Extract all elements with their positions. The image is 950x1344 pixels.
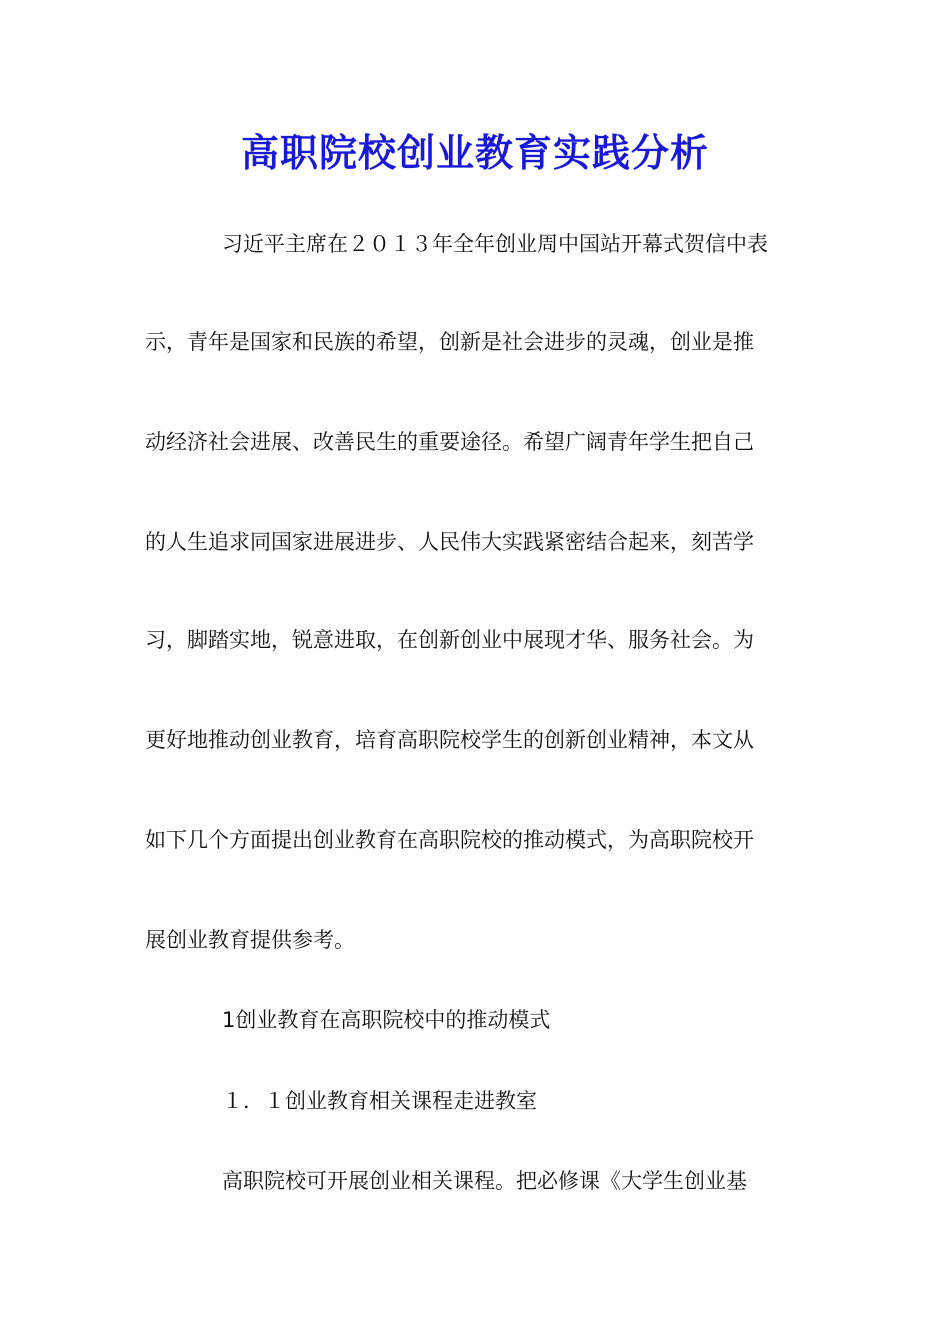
paragraph-line-4: 的人生追求同国家进展进步、人民伟大实践紧密结合起来，刻苦学 [145,530,754,554]
paragraph-line-2: 示，青年是国家和民族的希望，创新是社会进步的灵魂，创业是推 [145,330,754,354]
body-line: 高职院校可开展创业相关课程。把必修课《大学生创业基 [222,1169,747,1193]
paragraph-line-3: 动经济社会进展、改善民生的重要途径。希望广阔青年学生把自己 [145,430,754,454]
paragraph-line-5: 习，脚踏实地，锐意进取，在创新创业中展现才华、服务社会。为 [145,628,754,652]
paragraph-line-6: 更好地推动创业教育，培育高职院校学生的创新创业精神，本文从 [145,728,754,752]
page-title: 高职院校创业教育实践分析 [240,130,709,175]
subsection-heading: １．１创业教育相关课程走进教室 [222,1089,537,1113]
paragraph-line-8: 展创业教育提供参考。 [145,928,355,952]
paragraph-line-7: 如下几个方面提出创业教育在高职院校的推动模式，为高职院校开 [145,828,754,852]
section-heading: 1创业教育在高职院校中的推动模式 [222,1008,551,1032]
paragraph-line-1: 习近平主席在２０１３年全年创业周中国站开幕式贺信中表 [222,232,768,256]
